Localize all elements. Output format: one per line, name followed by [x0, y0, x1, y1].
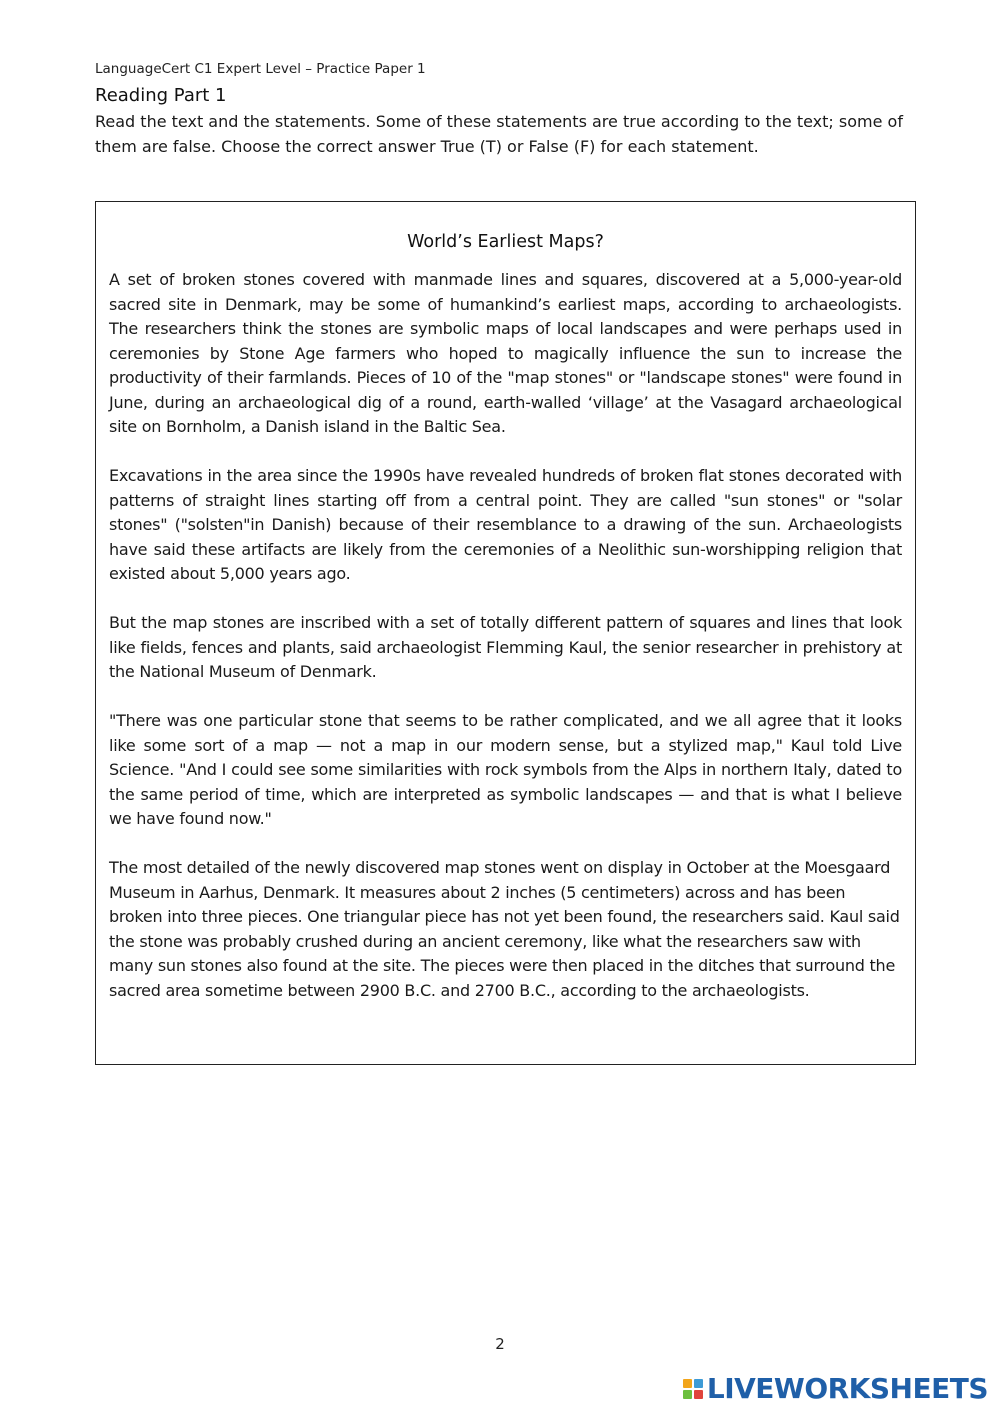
logo-tile-2 — [694, 1379, 703, 1388]
article-paragraph-3: But the map stones are inscribed with a set of totally different pattern of squares and lines that look like fields, fences and plants, said archaeologist Flemming Kaul, the senior researcher in prehistory at the National Museum of Denmark. — [109, 613, 902, 681]
instructions-text: Read the text and the statements. Some of these statements are true according to the text; some of them are false. Choose the correct answer True (T) or False (F) for each statement. — [95, 112, 903, 156]
reading-text-box — [95, 201, 916, 1065]
logo-tile-3 — [683, 1390, 692, 1399]
logo-tile-4 — [694, 1390, 703, 1399]
article-paragraph-2: Excavations in the area since the 1990s have revealed hundreds of broken flat stones decorated with patterns of straight lines starting off from a central point. They are called "sun stones" or "solar stones" ("solsten"in Danish) because of their resemblance to a drawing of the sun. Archaeologists have said these artifacts are likely from the ceremonies of a Neolithic sun-worshipping religion that existed about 5,000 years ago. — [109, 466, 902, 583]
article-paragraph-5: The most detailed of the newly discovered map stones went on display in October at the Moesgaard Museum in Aarhus, Denmark. It measures about 2 inches (5 centimeters) across and has been broken into three pieces. One triangular piece has not yet been found, the researchers said. Kaul said the stone was probably crushed during an ancient ceremony, like what the researchers saw with many sun stones also found at the site. The pieces were then placed in the ditches that surround the sacred area sometime between 2900 B.C. and 2700 B.C., according to the archaeologists. — [109, 858, 900, 1000]
page-number: 2 — [495, 1335, 505, 1353]
article-paragraph-1: A set of broken stones covered with manmade lines and squares, discovered at a 5,000-year-old sacred site in Denmark, may be some of humankind’s earliest maps, according to archaeologists. The researchers think the stones are symbolic maps of local landscapes and were perhaps used in ceremonies by Stone Age farmers who hoped to magically influence the sun to increase the productivity of their farmlands. Pieces of 10 of the "map stones" or "landscape stones" were found in June, during an archaeological dig of a round, earth-walled ‘village’ at the Vasagard archaeological site on Bornholm, a Danish island in the Baltic Sea. — [109, 270, 902, 436]
liveworksheets-logo-icon — [683, 1379, 703, 1399]
article-title: World’s Earliest Maps? — [407, 232, 604, 252]
article-paragraph-4: "There was one particular stone that seems to be rather complicated, and we all agree that it looks like some sort of a map — not a map in our modern sense, but a stylized map," Kaul told Live Science. "And I could see some similarities with rock symbols from the Alps in northern Italy, dated to the same period of time, which are interpreted as symbolic landscapes — and that is what I believe we have found now." — [109, 711, 902, 828]
logo-text: LIVEWORKSHEETS — [706, 1372, 988, 1405]
liveworksheets-logo[interactable] — [683, 1374, 988, 1404]
paper-title: LanguageCert C1 Expert Level – Practice Paper 1 — [95, 61, 426, 77]
section-title: Reading Part 1 — [95, 85, 227, 106]
logo-tile-1 — [683, 1379, 692, 1388]
